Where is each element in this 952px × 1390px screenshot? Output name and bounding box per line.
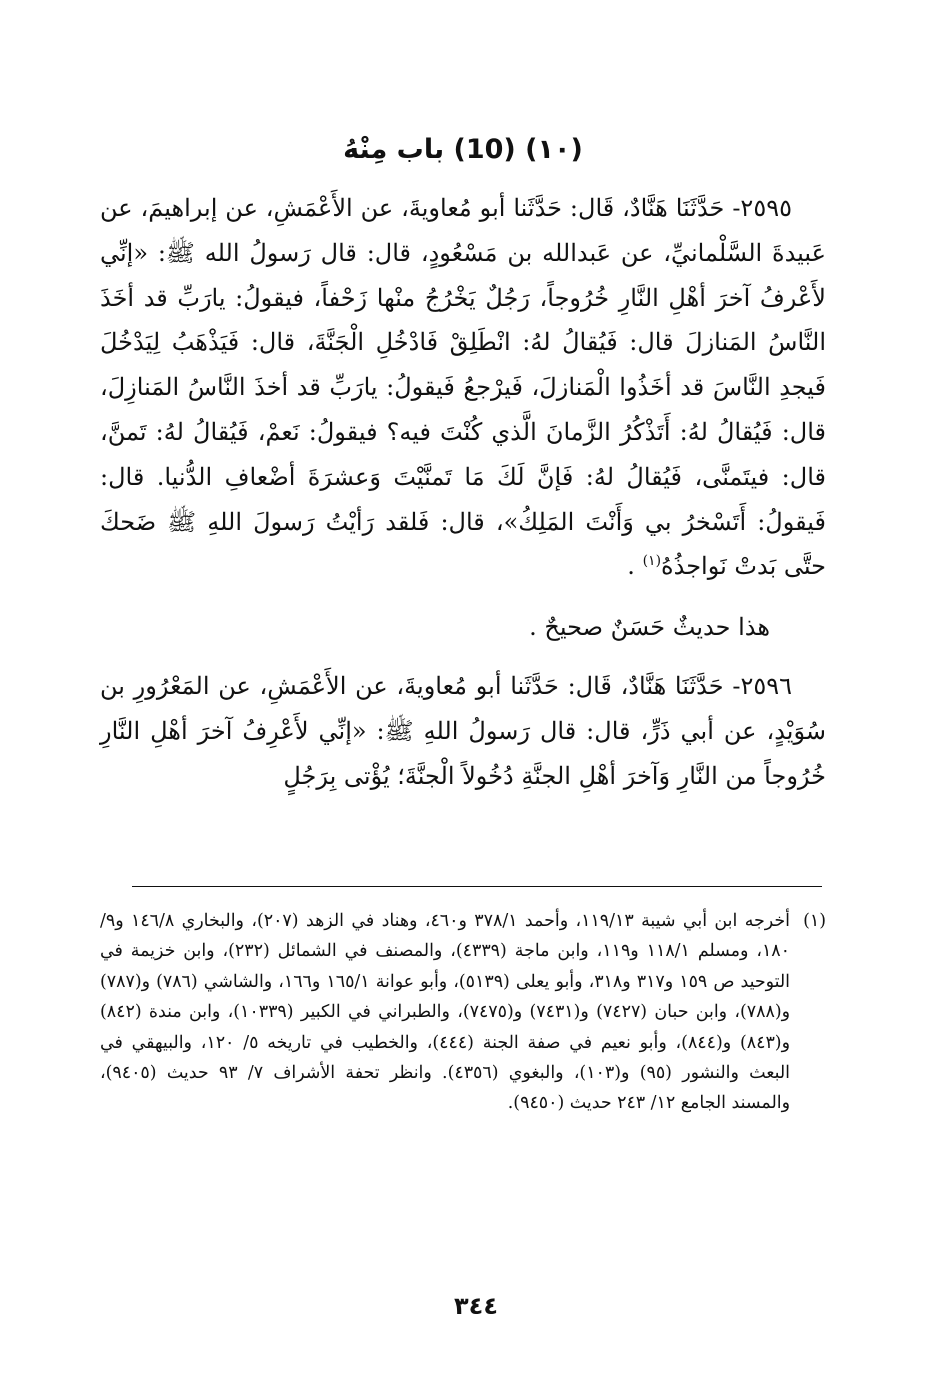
- footnote-separator: [132, 886, 822, 887]
- footnote-marker: (١): [803, 911, 826, 931]
- page-body: [100, 128, 826, 798]
- footnote-text: أخرجه ابن أبي شيبة ١١٩/١٣، وأحمد ٣٧٨/١ و٤٦٠، وهناد في الزهد (٢٠٧)، والبخاري ١٤٦/٨ و٩/ ١٨٠، ومسلم ١١٨/١ و١١٩، وابن ماجة (٤٣٣٩)، والمصنف في الشمائل (٢٣٢)، وابن خزيمة في التوحيد ص ١٥٩ و٣١٧ و٣١٨، وأبو يعلى (٥١٣٩)، وأبو عوانة ١٦٥/١ و١٦٦، والشاشي (٧٨٦) و(٧٨٧) و(٧٨٨)، وابن حبان (٧٤٢٧) و(٧٤٣١) و(٧٤٧٥)، والطبراني في الكبير (١٠٣٣٩)، وابن مندة (٨٤٢) و(٨٤٣) و(٨٤٤)، وأبو نعيم في صفة الجنة (٤٤٤)، والخطيب في تاريخه ٥/ ١٢٠، والبيهقي في البعث والنشور (٩٥) و(١٠٣)، والبغوي (٤٣٥٦). وانظر تحفة الأشراف ٧/ ٩٣ حديث (٩٤٠٥)، والمسند الجامع ١٢/ ٢٤٣ حديث (٩٤٥٠).: [100, 911, 791, 1114]
- hadith-2596: [100, 664, 826, 798]
- hadith-number: ٢٥٩٥-: [732, 194, 792, 222]
- page-number: ٣٤٤: [454, 1292, 498, 1320]
- footnotes: [100, 906, 826, 1119]
- hadith-2595: [100, 186, 826, 589]
- hadith-grading: هذا حديثٌ حَسَنٌ صحيحٌ .: [529, 613, 770, 642]
- hadith-text: حَدَّثَنَا هَنَّادٌ، قَال: حَدَّثَنا أبو مُعاويةَ، عن الأَعْمَشِ، عن المَعْرُورِ بن سُوَيْدٍ، عن أبي ذَرٍّ، قال: قال رَسولُ اللهِ ﷺ: «إنِّي لأَعْرِفُ آخرَ أهْلِ النَّارِ خُرُوجاً من النَّارِ وَآخرَ أهْلِ الجنَّةِ دُخُولاً الْجنَّةَ؛ يُؤْتى بِرَجُلٍ: [100, 671, 826, 790]
- chapter-heading: (١٠) (10) باب مِنْهُ: [343, 134, 583, 165]
- hadith-ending: .: [627, 552, 643, 581]
- hadith-number: ٢٥٩٦-: [732, 671, 792, 700]
- footnote-reference[interactable]: (١): [642, 553, 662, 570]
- hadith-text: حَدَّثَنَا هَنَّادٌ، قَال: حَدَّثَنا أبو مُعاويةَ، عن الأَعْمَشِ، عن إبراهيمَ، عن عَبيدةَ السَّلْمانيِّ، عن عَبدالله بن مَسْعُودٍ، قال: قال رَسولُ الله ﷺ: «إنِّي لأَعْرفُ آخرَ أهْلِ النَّارِ خُرُوجاً، رَجُلٌ يَخْرُجُ منْها زَحْفاً، فيقولُ: يارَبِّ قد أخَذَ النَّاسُ المَنازلَ قال: فَيُقالُ لهُ: انْطَلِقْ فَادْخُلِ الْجَنَّةَ، قال: فَيَذْهَبُ لِيَدْخُلَ فَيجدِ النَّاسَ قد أخَذُوا الْمَنازلَ، فَيرْجعُ فَيقولُ: يارَبِّ قد أخذَ النَّاسُ المَنازِلَ، قال: فَيُقالُ لهُ: أَتَذْكُرُ الزَّمانَ الَّذي كُنْتَ فيه؟ فيقولُ: نَعمْ، فَيُقالُ لهُ: تَمنَّ، قال: فيتَمنَّى، فَيُقالُ لهُ: فَإنَّ لَكَ مَا تَمنَّيْتَ وَعشرَةَ أضْعافِ الدُّنيا. قال: فَيقولُ: أَتَسْخرُ بي وَأَنْتَ المَلِكُ»، قال: فَلقد رَأيْتُ رَسولَ اللهِ ﷺ ضَحكَ حتَّى بَدتْ نَواجذُهُ: [100, 194, 826, 581]
